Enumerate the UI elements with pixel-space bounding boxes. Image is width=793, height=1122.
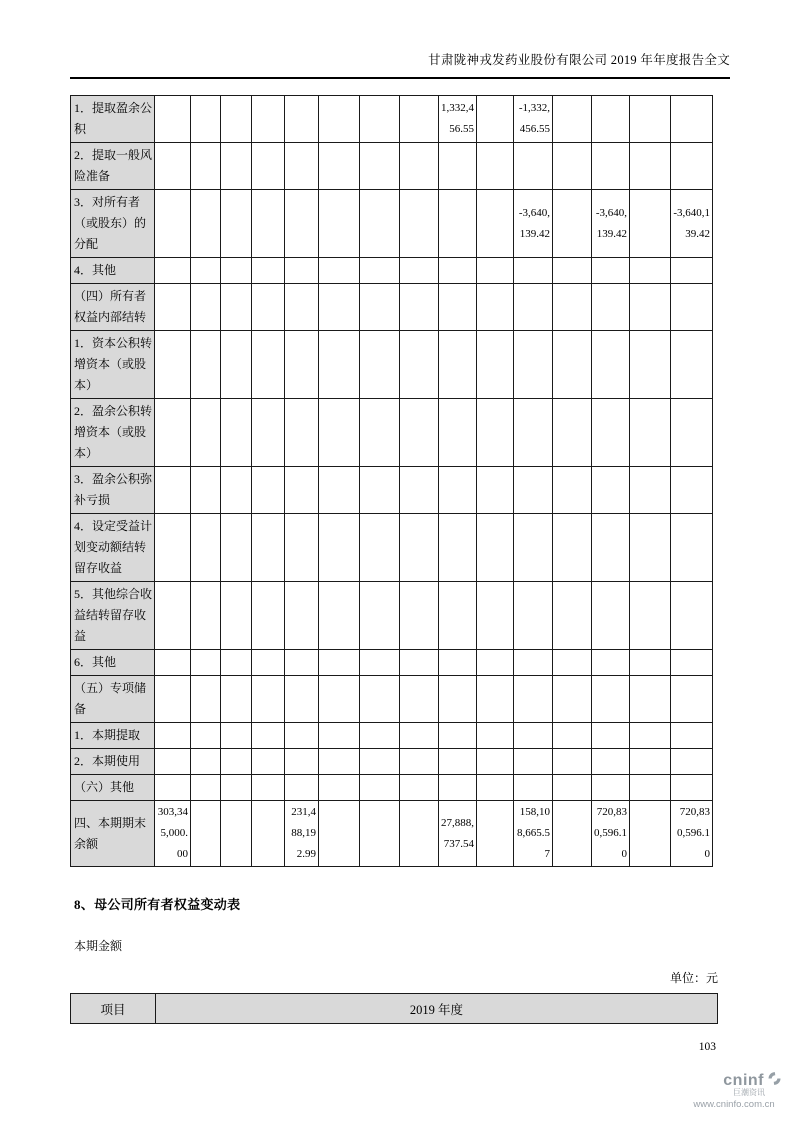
value-cell bbox=[191, 399, 221, 467]
value-cell bbox=[155, 582, 191, 650]
value-cell bbox=[285, 96, 319, 143]
value-cell bbox=[439, 514, 477, 582]
equity-table-row bbox=[71, 676, 713, 723]
equity-table-row bbox=[71, 723, 713, 749]
equity-table-row bbox=[71, 143, 713, 190]
value-cell bbox=[477, 331, 514, 399]
equity-table-row bbox=[71, 190, 713, 258]
value-cell bbox=[477, 190, 514, 258]
value-cell bbox=[477, 676, 514, 723]
value-cell bbox=[400, 331, 439, 399]
value-cell bbox=[319, 749, 360, 775]
value-cell: -3,640,139.42 bbox=[592, 190, 630, 258]
value-cell bbox=[671, 399, 713, 467]
value-cell bbox=[319, 676, 360, 723]
cninfo-logo bbox=[679, 1071, 789, 1110]
value-cell bbox=[319, 514, 360, 582]
value-cell bbox=[221, 749, 252, 775]
value-cell bbox=[630, 96, 671, 143]
row-label-cell: 1．本期提取 bbox=[71, 723, 155, 749]
value-cell bbox=[252, 467, 285, 514]
value-cell bbox=[553, 749, 592, 775]
value-cell bbox=[360, 143, 400, 190]
value-cell bbox=[439, 190, 477, 258]
item-header-cell: 项目 bbox=[71, 994, 156, 1024]
value-cell bbox=[630, 775, 671, 801]
equity-table-row bbox=[71, 749, 713, 775]
equity-table-row bbox=[71, 582, 713, 650]
value-cell bbox=[671, 96, 713, 143]
value-cell bbox=[191, 331, 221, 399]
value-cell bbox=[285, 723, 319, 749]
value-cell bbox=[155, 676, 191, 723]
value-cell bbox=[592, 650, 630, 676]
value-cell bbox=[252, 775, 285, 801]
value-cell bbox=[285, 467, 319, 514]
value-cell bbox=[477, 514, 514, 582]
value-cell bbox=[514, 399, 553, 467]
value-cell bbox=[439, 258, 477, 284]
value-cell bbox=[252, 514, 285, 582]
value-cell bbox=[439, 749, 477, 775]
value-cell bbox=[360, 467, 400, 514]
value-cell bbox=[285, 650, 319, 676]
value-cell bbox=[592, 399, 630, 467]
value-cell bbox=[514, 143, 553, 190]
row-label-cell: 1．提取盈余公积 bbox=[71, 96, 155, 143]
value-cell bbox=[514, 467, 553, 514]
value-cell bbox=[252, 190, 285, 258]
value-cell bbox=[360, 749, 400, 775]
value-cell: 720,830,596.10 bbox=[671, 801, 713, 867]
value-cell bbox=[319, 723, 360, 749]
value-cell bbox=[221, 723, 252, 749]
value-cell: 303,345,000.00 bbox=[155, 801, 191, 867]
value-cell bbox=[477, 775, 514, 801]
period-label: 本期金额 bbox=[74, 939, 123, 953]
value-cell bbox=[191, 143, 221, 190]
value-cell bbox=[514, 514, 553, 582]
value-cell bbox=[592, 676, 630, 723]
value-cell bbox=[155, 650, 191, 676]
value-cell bbox=[514, 650, 553, 676]
value-cell bbox=[360, 676, 400, 723]
value-cell bbox=[360, 582, 400, 650]
value-cell bbox=[630, 331, 671, 399]
equity-table-row bbox=[71, 650, 713, 676]
value-cell bbox=[477, 467, 514, 514]
value-cell bbox=[191, 676, 221, 723]
value-cell bbox=[252, 723, 285, 749]
value-cell bbox=[221, 399, 252, 467]
value-cell bbox=[319, 258, 360, 284]
equity-table-row bbox=[71, 96, 713, 143]
value-cell bbox=[191, 775, 221, 801]
value-cell bbox=[221, 143, 252, 190]
row-label-cell: 2．本期使用 bbox=[71, 749, 155, 775]
value-cell bbox=[553, 801, 592, 867]
value-cell bbox=[553, 96, 592, 143]
document-header-title: 甘肃陇神戎发药业股份有限公司 2019 年年度报告全文 bbox=[70, 50, 730, 79]
value-cell bbox=[439, 775, 477, 801]
value-cell bbox=[252, 749, 285, 775]
value-cell bbox=[360, 258, 400, 284]
value-cell bbox=[630, 399, 671, 467]
value-cell bbox=[400, 190, 439, 258]
value-cell bbox=[592, 723, 630, 749]
value-cell bbox=[285, 143, 319, 190]
value-cell bbox=[671, 582, 713, 650]
value-cell bbox=[630, 514, 671, 582]
value-cell bbox=[477, 96, 514, 143]
value-cell bbox=[252, 650, 285, 676]
value-cell bbox=[477, 284, 514, 331]
logo-brand-text: cninf bbox=[723, 1072, 764, 1090]
value-cell bbox=[285, 399, 319, 467]
value-cell bbox=[514, 331, 553, 399]
value-cell bbox=[400, 514, 439, 582]
value-cell bbox=[553, 399, 592, 467]
value-cell bbox=[630, 258, 671, 284]
value-cell bbox=[221, 467, 252, 514]
value-cell bbox=[155, 749, 191, 775]
value-cell bbox=[592, 582, 630, 650]
value-cell bbox=[439, 284, 477, 331]
row-label-cell: 2．盈余公积转增资本（或股本） bbox=[71, 399, 155, 467]
value-cell bbox=[360, 190, 400, 258]
value-cell bbox=[400, 284, 439, 331]
value-cell bbox=[360, 775, 400, 801]
value-cell bbox=[155, 96, 191, 143]
value-cell: 27,888,737.54 bbox=[439, 801, 477, 867]
value-cell: 720,830,596.10 bbox=[592, 801, 630, 867]
equity-table-row bbox=[71, 775, 713, 801]
value-cell bbox=[592, 258, 630, 284]
row-label-cell: 2．提取一般风险准备 bbox=[71, 143, 155, 190]
value-cell bbox=[221, 514, 252, 582]
value-cell bbox=[221, 650, 252, 676]
row-label-cell: 5．其他综合收益结转留存收益 bbox=[71, 582, 155, 650]
value-cell: -3,640,139.42 bbox=[671, 190, 713, 258]
value-cell bbox=[630, 190, 671, 258]
value-cell bbox=[400, 582, 439, 650]
value-cell bbox=[477, 258, 514, 284]
value-cell bbox=[360, 96, 400, 143]
value-cell bbox=[477, 399, 514, 467]
value-cell bbox=[439, 467, 477, 514]
value-cell bbox=[630, 143, 671, 190]
value-cell bbox=[191, 258, 221, 284]
value-cell: -1,332,456.55 bbox=[514, 96, 553, 143]
value-cell bbox=[319, 96, 360, 143]
value-cell bbox=[155, 775, 191, 801]
value-cell bbox=[221, 801, 252, 867]
value-cell bbox=[553, 582, 592, 650]
value-cell bbox=[553, 258, 592, 284]
page-number: 103 bbox=[698, 1041, 716, 1053]
value-cell bbox=[514, 676, 553, 723]
value-cell bbox=[252, 582, 285, 650]
value-cell bbox=[630, 284, 671, 331]
value-cell bbox=[671, 749, 713, 775]
value-cell bbox=[400, 650, 439, 676]
value-cell bbox=[553, 467, 592, 514]
value-cell bbox=[191, 801, 221, 867]
value-cell bbox=[553, 143, 592, 190]
value-cell bbox=[360, 514, 400, 582]
value-cell bbox=[191, 514, 221, 582]
value-cell bbox=[592, 514, 630, 582]
value-cell bbox=[514, 723, 553, 749]
row-label-cell: 4．设定受益计划变动额结转留存收益 bbox=[71, 514, 155, 582]
value-cell bbox=[221, 96, 252, 143]
row-label-cell: 3．盈余公积弥补亏损 bbox=[71, 467, 155, 514]
row-label-cell: 1．资本公积转增资本（或股本） bbox=[71, 331, 155, 399]
value-cell bbox=[400, 467, 439, 514]
value-cell bbox=[252, 258, 285, 284]
equity-table-row bbox=[71, 467, 713, 514]
logo-url: www.cninfo.com.cn bbox=[693, 1098, 775, 1110]
value-cell bbox=[671, 467, 713, 514]
equity-table-row bbox=[71, 331, 713, 399]
value-cell bbox=[439, 650, 477, 676]
parent-company-table bbox=[70, 993, 718, 1024]
value-cell: 231,488,192.99 bbox=[285, 801, 319, 867]
value-cell bbox=[319, 775, 360, 801]
value-cell bbox=[400, 258, 439, 284]
value-cell bbox=[155, 399, 191, 467]
value-cell bbox=[191, 582, 221, 650]
value-cell bbox=[319, 650, 360, 676]
value-cell bbox=[285, 775, 319, 801]
value-cell bbox=[400, 749, 439, 775]
value-cell bbox=[477, 723, 514, 749]
value-cell bbox=[671, 258, 713, 284]
value-cell bbox=[553, 676, 592, 723]
value-cell bbox=[671, 514, 713, 582]
value-cell: 1,332,456.55 bbox=[439, 96, 477, 143]
value-cell bbox=[155, 284, 191, 331]
section-heading: 8、母公司所有者权益变动表 bbox=[74, 897, 241, 912]
equity-table-row bbox=[71, 399, 713, 467]
value-cell bbox=[553, 650, 592, 676]
value-cell bbox=[252, 331, 285, 399]
value-cell bbox=[514, 284, 553, 331]
value-cell bbox=[252, 676, 285, 723]
value-cell bbox=[671, 676, 713, 723]
unit-label: 单位：元 bbox=[669, 971, 718, 985]
value-cell bbox=[155, 467, 191, 514]
value-cell bbox=[319, 399, 360, 467]
value-cell bbox=[252, 96, 285, 143]
value-cell bbox=[221, 190, 252, 258]
value-cell: 158,108,665.57 bbox=[514, 801, 553, 867]
value-cell bbox=[477, 143, 514, 190]
value-cell bbox=[514, 258, 553, 284]
value-cell bbox=[285, 676, 319, 723]
value-cell bbox=[221, 331, 252, 399]
value-cell bbox=[319, 143, 360, 190]
value-cell bbox=[553, 331, 592, 399]
value-cell bbox=[221, 582, 252, 650]
value-cell bbox=[439, 723, 477, 749]
row-label-cell: 四、本期期末余额 bbox=[71, 801, 155, 867]
row-label-cell: 4．其他 bbox=[71, 258, 155, 284]
value-cell bbox=[477, 650, 514, 676]
value-cell bbox=[360, 723, 400, 749]
value-cell bbox=[630, 650, 671, 676]
value-cell bbox=[592, 143, 630, 190]
value-cell bbox=[285, 582, 319, 650]
value-cell bbox=[671, 284, 713, 331]
value-cell bbox=[439, 331, 477, 399]
value-cell bbox=[477, 749, 514, 775]
value-cell bbox=[155, 190, 191, 258]
value-cell bbox=[439, 676, 477, 723]
row-label-cell: 6．其他 bbox=[71, 650, 155, 676]
value-cell bbox=[477, 801, 514, 867]
value-cell bbox=[360, 284, 400, 331]
value-cell bbox=[221, 284, 252, 331]
value-cell bbox=[252, 284, 285, 331]
equity-table-row bbox=[71, 258, 713, 284]
value-cell bbox=[630, 749, 671, 775]
value-cell bbox=[553, 775, 592, 801]
value-cell bbox=[191, 467, 221, 514]
equity-table-row bbox=[71, 801, 713, 867]
value-cell: -3,640,139.42 bbox=[514, 190, 553, 258]
value-cell bbox=[285, 190, 319, 258]
year-header-cell: 2019 年度 bbox=[156, 994, 718, 1024]
value-cell bbox=[360, 801, 400, 867]
value-cell bbox=[155, 331, 191, 399]
value-cell bbox=[630, 582, 671, 650]
value-cell bbox=[400, 723, 439, 749]
parent-table-header-row bbox=[71, 994, 718, 1024]
row-label-cell: 3．对所有者（或股东）的分配 bbox=[71, 190, 155, 258]
value-cell bbox=[155, 258, 191, 284]
value-cell bbox=[592, 96, 630, 143]
value-cell bbox=[439, 582, 477, 650]
row-label-cell: （四）所有者权益内部结转 bbox=[71, 284, 155, 331]
equity-table-row bbox=[71, 514, 713, 582]
value-cell bbox=[439, 399, 477, 467]
value-cell bbox=[400, 775, 439, 801]
value-cell bbox=[553, 190, 592, 258]
value-cell bbox=[671, 775, 713, 801]
equity-table-rows bbox=[71, 96, 713, 867]
value-cell bbox=[191, 650, 221, 676]
equity-change-table bbox=[70, 95, 713, 867]
value-cell bbox=[630, 467, 671, 514]
row-label-cell: （六）其他 bbox=[71, 775, 155, 801]
value-cell bbox=[360, 650, 400, 676]
value-cell bbox=[155, 723, 191, 749]
value-cell bbox=[319, 284, 360, 331]
value-cell bbox=[191, 749, 221, 775]
value-cell bbox=[285, 749, 319, 775]
value-cell bbox=[400, 676, 439, 723]
value-cell bbox=[671, 331, 713, 399]
value-cell bbox=[671, 650, 713, 676]
value-cell bbox=[592, 749, 630, 775]
value-cell bbox=[319, 582, 360, 650]
value-cell bbox=[360, 331, 400, 399]
value-cell bbox=[630, 723, 671, 749]
value-cell bbox=[630, 801, 671, 867]
value-cell bbox=[285, 331, 319, 399]
value-cell bbox=[191, 190, 221, 258]
value-cell bbox=[592, 775, 630, 801]
logo-swirl-icon bbox=[766, 1071, 783, 1091]
value-cell bbox=[400, 399, 439, 467]
equity-table-row bbox=[71, 284, 713, 331]
value-cell bbox=[514, 775, 553, 801]
value-cell bbox=[319, 467, 360, 514]
value-cell bbox=[400, 96, 439, 143]
value-cell bbox=[221, 775, 252, 801]
value-cell bbox=[360, 399, 400, 467]
value-cell bbox=[400, 143, 439, 190]
value-cell bbox=[400, 801, 439, 867]
value-cell bbox=[221, 676, 252, 723]
value-cell bbox=[671, 143, 713, 190]
value-cell bbox=[155, 514, 191, 582]
value-cell bbox=[553, 723, 592, 749]
value-cell bbox=[671, 723, 713, 749]
value-cell bbox=[252, 143, 285, 190]
value-cell bbox=[592, 284, 630, 331]
value-cell bbox=[319, 190, 360, 258]
value-cell bbox=[592, 467, 630, 514]
value-cell bbox=[514, 582, 553, 650]
value-cell bbox=[553, 284, 592, 331]
value-cell bbox=[252, 399, 285, 467]
value-cell bbox=[155, 143, 191, 190]
logo-chinese-name: 巨潮资讯 bbox=[733, 1087, 765, 1097]
value-cell bbox=[553, 514, 592, 582]
value-cell bbox=[191, 284, 221, 331]
value-cell bbox=[191, 96, 221, 143]
value-cell bbox=[285, 284, 319, 331]
value-cell bbox=[514, 749, 553, 775]
value-cell bbox=[439, 143, 477, 190]
row-label-cell: （五）专项储备 bbox=[71, 676, 155, 723]
value-cell bbox=[319, 801, 360, 867]
value-cell bbox=[630, 676, 671, 723]
value-cell bbox=[285, 514, 319, 582]
value-cell bbox=[477, 582, 514, 650]
value-cell bbox=[252, 801, 285, 867]
value-cell bbox=[319, 331, 360, 399]
value-cell bbox=[592, 331, 630, 399]
value-cell bbox=[221, 258, 252, 284]
value-cell bbox=[285, 258, 319, 284]
value-cell bbox=[191, 723, 221, 749]
